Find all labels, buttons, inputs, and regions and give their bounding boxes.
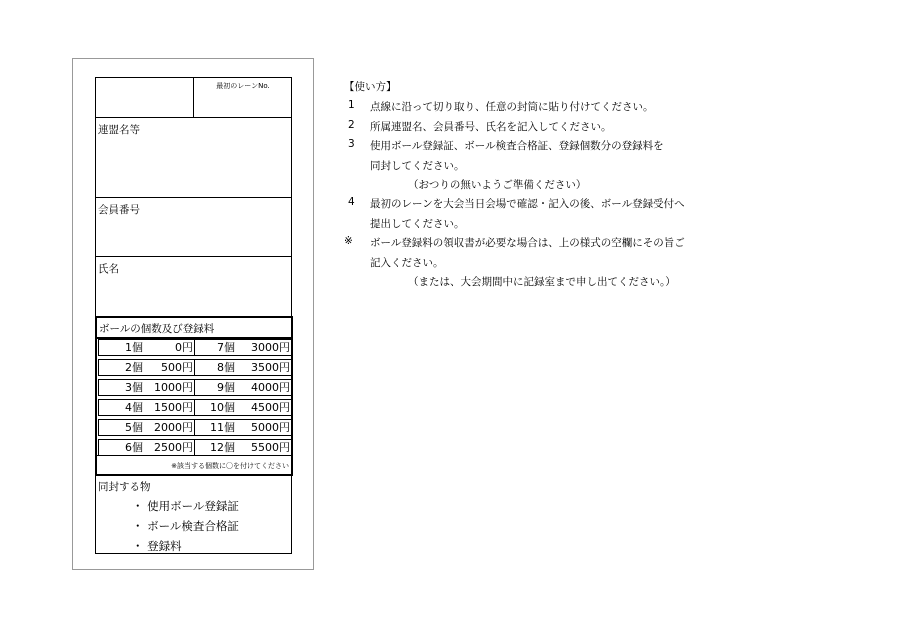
lane-row	[96, 78, 291, 118]
fee-cell-left	[98, 419, 195, 436]
fee-table-title: ボールの個数及び登録料	[99, 323, 215, 335]
fee-price: 500円	[161, 361, 193, 374]
instruction-text: 提出してください。	[370, 217, 465, 230]
fee-quantity: 9個	[217, 381, 235, 394]
fee-cell-left	[98, 379, 195, 396]
fee-cell-right	[194, 439, 292, 456]
instruction-text: 記入ください。	[370, 256, 444, 269]
instruction-text: （おつりの無いようご準備ください）	[408, 179, 587, 191]
instruction-marker: ※	[344, 235, 353, 248]
federation-label: 連盟名等	[98, 124, 140, 136]
fee-table	[95, 316, 293, 476]
instructions-title: 【使い方】	[344, 81, 397, 93]
fee-quantity: 1個	[125, 341, 143, 354]
fee-price: 2500円	[154, 441, 193, 454]
fee-price: 2000円	[154, 421, 193, 434]
fee-price: 5500円	[251, 441, 290, 454]
federation-section	[96, 118, 291, 198]
enclosure-item: ・ 登録料	[132, 539, 182, 553]
instruction-marker: 2	[348, 118, 355, 131]
instruction-text: 使用ボール登録証、ボール検査合格証、登録個数分の登録料を	[370, 140, 664, 153]
fee-cell-right	[194, 359, 292, 376]
fee-quantity: 2個	[125, 361, 143, 374]
fee-cell-left	[98, 359, 195, 376]
fee-price: 1500円	[154, 401, 193, 414]
fee-quantity: 3個	[125, 381, 143, 394]
fee-note-divider	[97, 455, 291, 457]
fee-quantity: 12個	[210, 441, 235, 454]
instruction-text: 所属連盟名、会員番号、氏名を記入してください。	[370, 120, 612, 133]
instruction-text: 最初のレーンを大会当日会場で確認・記入の後、ボール登録受付へ	[370, 198, 685, 211]
enclosure-item: ・ ボール検査合格証	[132, 519, 239, 533]
member-section	[96, 198, 291, 257]
fee-price: 3500円	[251, 361, 290, 374]
fee-quantity: 7個	[217, 341, 235, 354]
fee-quantity: 10個	[210, 401, 235, 414]
name-section	[96, 257, 291, 316]
fee-cell-right	[194, 419, 292, 436]
instruction-text: 同封してください。	[370, 159, 465, 172]
fee-quantity: 8個	[217, 361, 235, 374]
instruction-text: 点線に沿って切り取り、任意の封筒に貼り付けてください。	[370, 101, 654, 114]
fee-cell-right	[194, 379, 292, 396]
fee-cell-left	[98, 439, 195, 456]
member-number-label: 会員番号	[98, 204, 140, 216]
fee-cell-right	[194, 399, 292, 416]
instruction-text: （または、大会期間中に記録室まで申し出てください。）	[408, 276, 676, 288]
fee-price: 0円	[175, 341, 193, 354]
name-label: 氏名	[98, 263, 119, 275]
fee-cell-left	[98, 339, 195, 356]
fee-price: 3000円	[251, 341, 290, 354]
fee-cell-left	[98, 399, 195, 416]
registration-form	[95, 77, 292, 554]
fee-quantity: 6個	[125, 441, 143, 454]
fee-price: 4500円	[251, 401, 290, 414]
fee-price: 1000円	[154, 381, 193, 394]
lane-divider	[193, 78, 194, 118]
fee-price: 4000円	[251, 381, 290, 394]
fee-note: ※該当する個数に〇を付けてください	[171, 462, 289, 470]
lane-label: 最初のレーンNo.	[216, 82, 270, 90]
fee-quantity: 5個	[125, 421, 143, 434]
fee-cell-right	[194, 339, 292, 356]
fee-quantity: 11個	[210, 421, 235, 434]
instruction-marker: 1	[348, 99, 355, 112]
instruction-text: ボール登録料の領収書が必要な場合は、上の様式の空欄にその旨ご	[370, 237, 685, 250]
enclosure-item: ・ 使用ボール登録証	[132, 499, 239, 513]
fee-price: 5000円	[251, 421, 290, 434]
enclosure-title: 同封する物	[98, 481, 151, 493]
fee-quantity: 4個	[125, 401, 143, 414]
instruction-marker: 4	[348, 196, 355, 209]
instruction-marker: 3	[348, 138, 355, 151]
